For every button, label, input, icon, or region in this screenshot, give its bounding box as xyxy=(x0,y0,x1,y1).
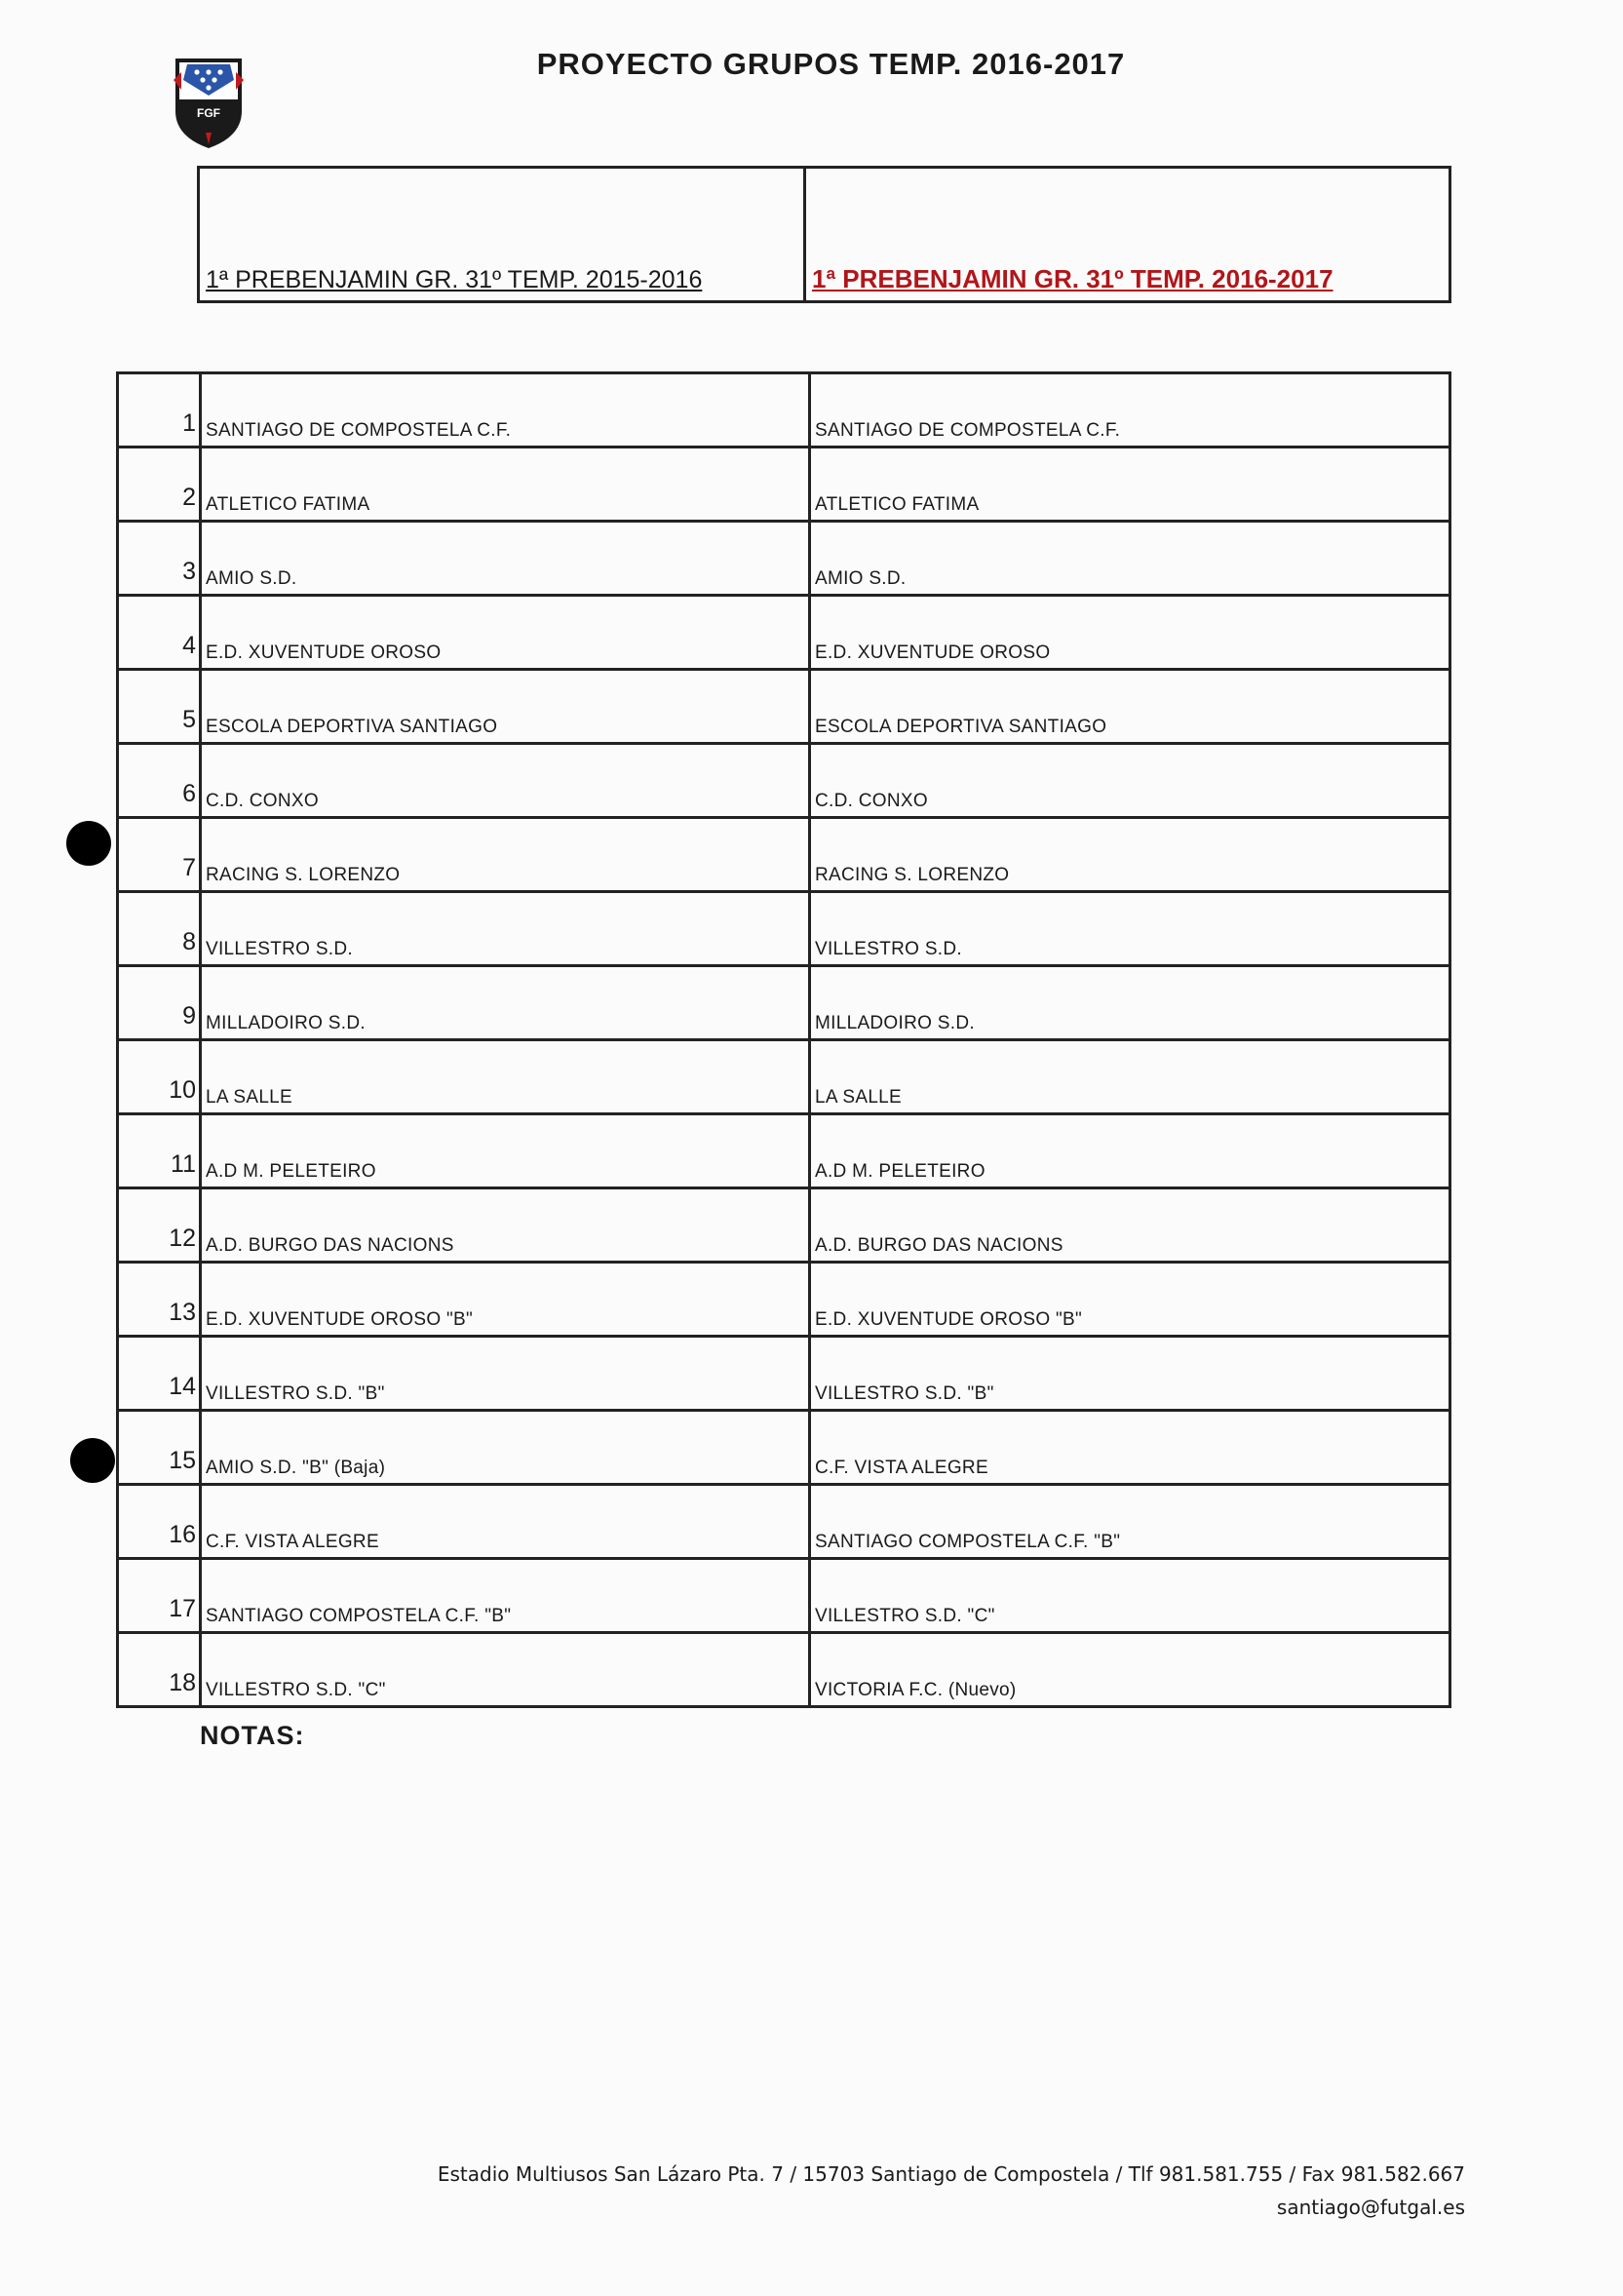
team-2015-2016: AMIO S.D. "B" (Baja) xyxy=(201,1411,810,1485)
row-number: 8 xyxy=(118,892,201,966)
row-number: 15 xyxy=(118,1411,201,1485)
table-row xyxy=(118,1411,1450,1485)
team-2016-2017: ESCOLA DEPORTIVA SANTIAGO xyxy=(810,670,1450,744)
table-row xyxy=(118,1114,1450,1188)
page-title: PROYECTO GRUPOS TEMP. 2016-2017 xyxy=(536,47,1126,81)
punch-hole-bottom xyxy=(70,1438,115,1483)
row-number: 2 xyxy=(118,448,201,522)
team-2016-2017: A.D. BURGO DAS NACIONS xyxy=(810,1188,1450,1263)
footer-email: santiago@futgal.es xyxy=(1276,2196,1465,2219)
team-2016-2017: AMIO S.D. xyxy=(810,522,1450,596)
row-number: 3 xyxy=(118,522,201,596)
team-2016-2017: VILLESTRO S.D. "C" xyxy=(810,1559,1450,1633)
row-number: 4 xyxy=(118,596,201,670)
team-2016-2017: VILLESTRO S.D. xyxy=(810,892,1450,966)
table-row xyxy=(118,1485,1450,1559)
team-2015-2016: A.D. BURGO DAS NACIONS xyxy=(201,1188,810,1263)
table-row xyxy=(118,966,1450,1040)
team-2015-2016: SANTIAGO DE COMPOSTELA C.F. xyxy=(201,373,810,448)
team-2015-2016: E.D. XUVENTUDE OROSO "B" xyxy=(201,1263,810,1337)
notes-label: NOTAS: xyxy=(200,1721,305,1750)
team-2016-2017: VILLESTRO S.D. "B" xyxy=(810,1337,1450,1411)
table-row xyxy=(118,1040,1450,1114)
table-row xyxy=(118,892,1450,966)
row-number: 14 xyxy=(118,1337,201,1411)
table-row xyxy=(118,1559,1450,1633)
team-2016-2017: E.D. XUVENTUDE OROSO "B" xyxy=(810,1263,1450,1337)
team-2015-2016: VILLESTRO S.D. "B" xyxy=(201,1337,810,1411)
teams-table xyxy=(116,371,1451,1708)
table-row xyxy=(118,670,1450,744)
row-number: 13 xyxy=(118,1263,201,1337)
team-2015-2016: ATLETICO FATIMA xyxy=(201,448,810,522)
team-2015-2016: VILLESTRO S.D. "C" xyxy=(201,1633,810,1707)
team-2015-2016: LA SALLE xyxy=(201,1040,810,1114)
table-row xyxy=(118,596,1450,670)
row-number: 9 xyxy=(118,966,201,1040)
table-row xyxy=(118,1337,1450,1411)
team-2016-2017: SANTIAGO DE COMPOSTELA C.F. xyxy=(810,373,1450,448)
team-2015-2016: ESCOLA DEPORTIVA SANTIAGO xyxy=(201,670,810,744)
team-2015-2016: AMIO S.D. xyxy=(201,522,810,596)
table-row xyxy=(118,373,1450,448)
row-number: 16 xyxy=(118,1485,201,1559)
team-2015-2016: VILLESTRO S.D. xyxy=(201,892,810,966)
team-2015-2016: A.D M. PELETEIRO xyxy=(201,1114,810,1188)
row-number: 6 xyxy=(118,744,201,818)
team-2016-2017: E.D. XUVENTUDE OROSO xyxy=(810,596,1450,670)
team-2015-2016: SANTIAGO COMPOSTELA C.F. "B" xyxy=(201,1559,810,1633)
team-2016-2017: ATLETICO FATIMA xyxy=(810,448,1450,522)
row-number: 12 xyxy=(118,1188,201,1263)
row-number: 11 xyxy=(118,1114,201,1188)
footer xyxy=(438,2158,1465,2224)
table-row xyxy=(118,1633,1450,1707)
row-number: 17 xyxy=(118,1559,201,1633)
footer-address: Estadio Multiusos San Lázaro Pta. 7 / 15703 Santiago de Compostela / Tlf 981.581.755 / Fax 981.582.667 xyxy=(437,2162,1465,2186)
row-number: 7 xyxy=(118,818,201,892)
season-label-new: 1ª PREBENJAMIN GR. 31º TEMP. 2016-2017 xyxy=(812,264,1333,293)
table-row xyxy=(118,1263,1450,1337)
team-2015-2016: RACING S. LORENZO xyxy=(201,818,810,892)
row-number: 5 xyxy=(118,670,201,744)
team-2015-2016: MILLADOIRO S.D. xyxy=(201,966,810,1040)
table-row xyxy=(118,744,1450,818)
team-2015-2016: C.F. VISTA ALEGRE xyxy=(201,1485,810,1559)
table-row xyxy=(118,522,1450,596)
team-2016-2017: RACING S. LORENZO xyxy=(810,818,1450,892)
season-header-old xyxy=(200,169,806,300)
punch-hole-top xyxy=(66,821,111,866)
logo-text: FGF xyxy=(197,106,220,120)
team-2016-2017: LA SALLE xyxy=(810,1040,1450,1114)
table-row xyxy=(118,818,1450,892)
table-row xyxy=(118,448,1450,522)
team-2016-2017: C.D. CONXO xyxy=(810,744,1450,818)
team-2016-2017: VICTORIA F.C. (Nuevo) xyxy=(810,1633,1450,1707)
row-number: 1 xyxy=(118,373,201,448)
table-row xyxy=(118,1188,1450,1263)
season-header-new xyxy=(806,169,1449,300)
team-2015-2016: E.D. XUVENTUDE OROSO xyxy=(201,596,810,670)
season-label-old: 1ª PREBENJAMIN GR. 31º TEMP. 2015-2016 xyxy=(206,266,703,293)
row-number: 10 xyxy=(118,1040,201,1114)
team-2015-2016: C.D. CONXO xyxy=(201,744,810,818)
team-2016-2017: SANTIAGO COMPOSTELA C.F. "B" xyxy=(810,1485,1450,1559)
team-2016-2017: A.D M. PELETEIRO xyxy=(810,1114,1450,1188)
team-2016-2017: C.F. VISTA ALEGRE xyxy=(810,1411,1450,1485)
season-header-table xyxy=(197,166,1451,303)
row-number: 18 xyxy=(118,1633,201,1707)
team-2016-2017: MILLADOIRO S.D. xyxy=(810,966,1450,1040)
